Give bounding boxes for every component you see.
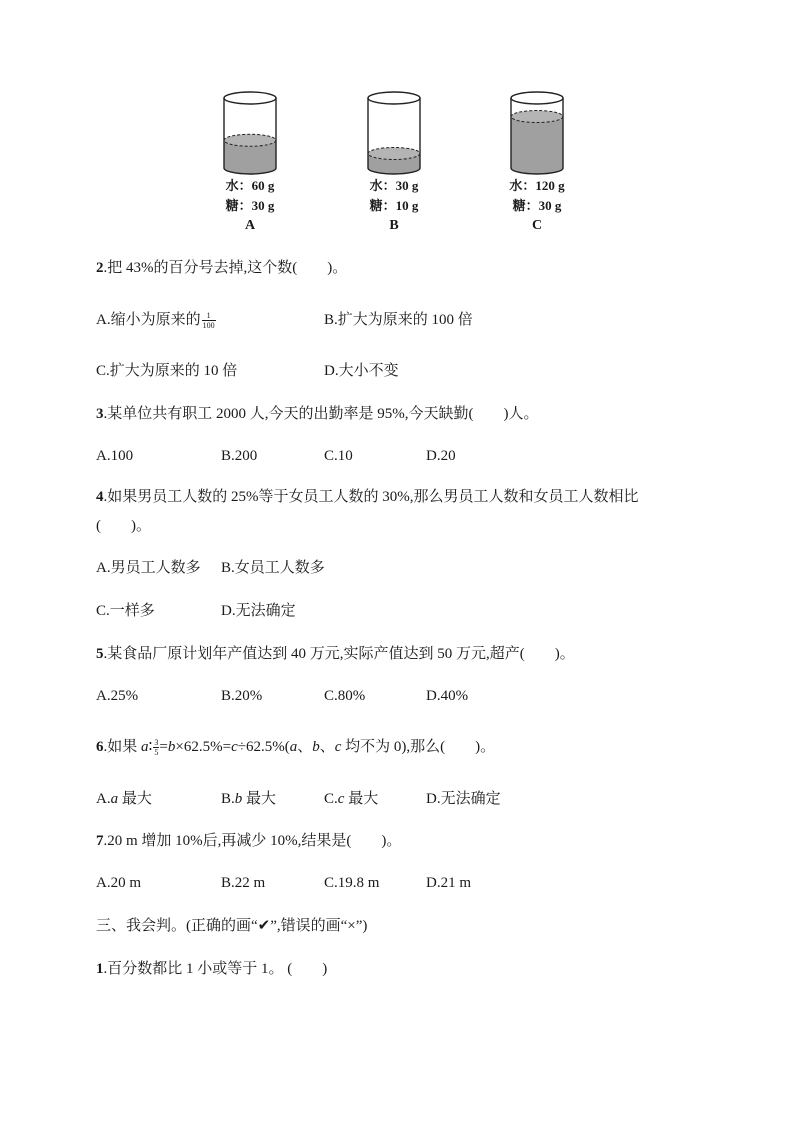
question-5-option-c: C.80%	[324, 688, 366, 704]
beaker-b-water: 水：30 g	[369, 178, 419, 193]
beaker-b	[354, 90, 434, 235]
question-6-option-a	[96, 787, 152, 811]
question-6-text: ÷62.5%(	[237, 739, 290, 755]
question-2-option-b: B.扩大为原来的 100 倍	[324, 312, 473, 328]
question-2-number: 2	[96, 260, 104, 276]
question-6-option-d: D.无法确定	[426, 791, 501, 807]
question-3-option-d: D.20	[426, 448, 456, 464]
question-4-stem-line-2: ( )。	[96, 518, 151, 534]
option-prefix: C.	[324, 791, 338, 807]
option-prefix: B.	[221, 791, 235, 807]
question-3	[96, 402, 539, 426]
question-4-stem: .如果男员工人数的 25%等于女员工人数的 30%,那么男员工人数和女员工人数相比	[103, 489, 639, 505]
judge-question-1	[96, 957, 327, 981]
beaker-c-water: 水：120 g	[509, 178, 565, 193]
judge-question-1-number: 1	[96, 961, 104, 977]
option-text: 最大	[118, 791, 152, 807]
question-3-stem: .某单位共有职工 2000 人,今天的出勤率是 95%,今天缺勤( )人。	[103, 406, 539, 422]
question-5-option-d: D.40%	[426, 688, 469, 704]
section-3-title: 三、我会判。(正确的画“✔”,错误的画“×”)	[96, 918, 368, 934]
question-7-option-b: B.22 m	[221, 875, 266, 891]
beaker-rim	[368, 92, 420, 104]
question-2-option-d: D.大小不变	[324, 363, 399, 379]
question-7-number: 7	[96, 833, 104, 849]
variable-a: a	[141, 739, 149, 755]
fraction-numerator: 3	[154, 738, 159, 748]
beaker-b-label: B	[389, 218, 399, 233]
question-3-number: 3	[96, 406, 104, 422]
question-4-option-c: C.一样多	[96, 603, 155, 619]
question-2-option-c: C.扩大为原来的 10 倍	[96, 363, 238, 379]
question-5-number: 5	[96, 646, 104, 662]
question-2	[96, 256, 347, 280]
question-6-number: 6	[96, 739, 104, 755]
question-2-option-a	[96, 308, 216, 332]
variable-a: a	[289, 739, 298, 755]
option-text: 最大	[344, 791, 379, 807]
fraction-denominator: 5	[154, 748, 159, 758]
question-5-stem: .某食品厂原计划年产值达到 40 万元,实际产值达到 50 万元,超产( )。	[103, 646, 575, 662]
question-4-number: 4	[96, 489, 104, 505]
fraction-numerator: 1	[202, 311, 216, 321]
question-7-stem: .20 m 增加 10%后,再减少 10%,结果是( )。	[103, 833, 402, 849]
option-text: 最大	[242, 791, 277, 807]
variable-c: c	[231, 739, 238, 755]
judge-question-1-stem: .百分数都比 1 小或等于 1。 ( )	[103, 961, 328, 977]
beaker-b-sugar: 糖：10 g	[369, 198, 419, 213]
beaker-a-label: A	[244, 218, 256, 233]
variable-b: b	[312, 739, 320, 755]
beaker-a-drawing	[220, 90, 280, 176]
question-2-stem: .把 43%的百分号去掉,这个数( )。	[103, 260, 348, 276]
question-3-option-a: A.100	[96, 448, 134, 464]
beaker-rim	[224, 92, 276, 104]
beaker-rim	[511, 92, 563, 104]
question-6-text: ×62.5%=	[175, 739, 232, 755]
variable-a: a	[110, 791, 119, 807]
question-4	[96, 485, 639, 509]
fraction-one-hundredth	[202, 311, 216, 330]
separator: 、	[319, 739, 335, 755]
question-7-option-c: C.19.8 m	[324, 875, 380, 891]
equals-sign: =	[159, 739, 168, 755]
variable-b: b	[234, 791, 243, 807]
question-6-text: .如果	[103, 739, 142, 755]
question-6-text: 均不为 0),那么( )。	[341, 739, 496, 755]
water-surface	[224, 134, 276, 146]
beaker-a-sugar: 糖：30 g	[225, 198, 275, 213]
question-4-option-d: D.无法确定	[221, 603, 296, 619]
question-5-option-a: A.25%	[96, 688, 139, 704]
variable-b: b	[167, 739, 176, 755]
question-7-option-a: A.20 m	[96, 875, 141, 891]
question-7-option-d: D.21 m	[426, 875, 471, 891]
variable-c: c	[334, 739, 342, 755]
beaker-b-drawing	[364, 90, 424, 176]
ratio-colon: ∶	[148, 739, 153, 755]
question-3-option-b: B.200	[221, 448, 258, 464]
beaker-a-water: 水：60 g	[225, 178, 275, 193]
separator: 、	[297, 739, 313, 755]
question-7	[96, 829, 401, 853]
water-surface	[511, 111, 563, 123]
option-prefix: A.	[96, 791, 111, 807]
beaker-figure	[0, 90, 794, 250]
question-5-option-b: B.20%	[221, 688, 263, 704]
beaker-a	[210, 90, 290, 235]
water-surface	[368, 147, 420, 159]
water-fill	[511, 117, 563, 174]
question-2-option-a-text: A.缩小为原来的	[96, 312, 201, 328]
question-6-option-b	[221, 787, 276, 811]
fraction-denominator: 100	[202, 321, 215, 331]
beaker-c	[497, 90, 577, 235]
question-4-option-b: B.女员工人数多	[221, 560, 325, 576]
question-4-option-a: A.男员工人数多	[96, 560, 201, 576]
beaker-c-label: C	[531, 218, 543, 233]
variable-c: c	[337, 791, 345, 807]
beaker-c-sugar: 糖：30 g	[512, 198, 562, 213]
beaker-c-drawing	[507, 90, 567, 176]
question-6	[96, 735, 495, 759]
question-6-option-c	[324, 787, 378, 811]
question-5	[96, 642, 575, 666]
question-3-option-c: C.10	[324, 448, 353, 464]
